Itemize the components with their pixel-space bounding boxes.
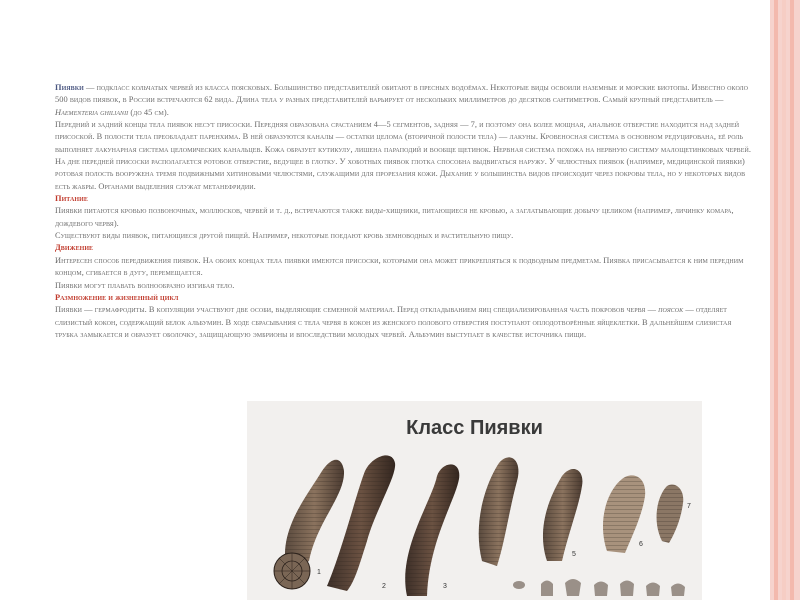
heading-movement: Движение	[55, 243, 94, 253]
label-3: 3	[443, 583, 447, 590]
heading-food: Питание	[55, 194, 88, 204]
leech-5	[543, 469, 582, 561]
leech-4	[479, 457, 519, 566]
leech-illustration	[247, 401, 702, 600]
leech-7	[657, 485, 684, 543]
species-name: Haementeria ghilianii	[55, 107, 129, 117]
border-stripe	[774, 0, 778, 600]
intro-text: — подкласс кольчатых червей из класса поясковых. Большинство представителей обитают в пресных водоёмах. Некоторые виды освоили наземные и морские биотопы. Известно около 500 видов пиявок, в России встречаются 62 вида. Длина тела у разных представителей варьирует от нескольких миллиметров до десятков сантиметров. Самый крупный представитель —	[55, 83, 749, 105]
label-2: 2	[382, 583, 386, 590]
reproduction-text-2: — отделяет слизистый кокон, содержащий белок альбумин. В ходе сбрасывания с тела червя в кокон из женского полового отверстия поступают оплодотворённые яйцеклетки. В дальнейшем слизистая трубка замыкается и образует оболочку, защищающую эмбрионы и впоследствии молодых червей. Альбумин выступает в качестве источника пищи.	[55, 305, 732, 339]
label-1: 1	[317, 569, 321, 576]
border-stripe	[782, 0, 786, 600]
reproduction-text-1: Пиявки — гермафродиты. В копуляции участвуют две особи, выделяющие семенной материал. Перед откладыванием яиц специализированная часть покровов червя —	[55, 305, 656, 315]
intro-paragraph	[55, 82, 755, 119]
label-5: 5	[572, 551, 576, 558]
heading-reproduction: Размножение и жизненный цикл	[55, 292, 179, 302]
figure-title: Класс Пиявки	[406, 417, 543, 439]
movement-paragraph-2: Пиявки могут плавать волнообразно изгибая тело.	[55, 280, 235, 290]
food-paragraph-1: Пиявки питаются кровью позвоночных, моллюсков, червей и т. д., встречаются также виды-хищники, питающиеся не кровью, а заглатывающие добычу целиком (например, личинку комара, дождевого червя).	[55, 206, 734, 228]
label-6: 6	[639, 541, 643, 548]
belt-term: поясок	[658, 305, 684, 315]
reproduction-paragraph	[55, 304, 755, 341]
border-stripe	[790, 0, 794, 600]
movement-paragraph-1: Интересен способ передвижения пиявок. На обоих концах тела пиявки имеются присоски, которыми она может прикрепляться к подводным предметам. Пиявка присасывается к ним передним концом, сгибается в дугу, перемещается.	[55, 255, 744, 278]
leech-3	[405, 464, 459, 596]
anatomy-paragraph: Передний и задний концы тела пиявок несут присоски. Передняя образована срастанием 4—5 сегментов, задняя — 7, и поэтому она более мощная, анальное отверстие находится над задней присоской. В полости тела преобладает паренхима. В ней образуются каналы — остатки целома (вторичной полости тела) — лакуны. Кровеносная система в основном редуцирована, её роль выполняет лакунарная система целомических канальцев. Кожа образует кутикулу, лишена параподий и вообще щетинок. Нервная система похожа на нервную систему малощетинковых червей. На дне передней присоски располагается ротовое отверстие, ведущее в глотку. У хоботных пиявок глотка способна выдвигаться наружу. У челюстных пиявок (например, медицинской пиявки) ротовая полость вооружена тремя подвижными хитиновыми челюстями, служащими для прорезания кожи. Дыхание у большинства видов происходит через покровы тела, но у некоторых видов есть жабры. Органами выделения служат метанефридии.	[55, 120, 751, 191]
intro-end: (до 45 см).	[130, 107, 169, 117]
decorative-border	[770, 0, 800, 600]
food-paragraph-2: Существуют виды пиявок, питающиеся другой пищей. Например, некоторые поедают кровь земноводных и растительную пищу.	[55, 231, 514, 241]
article-text	[55, 82, 755, 341]
leech-drawings	[247, 401, 702, 600]
cocoon-row	[513, 579, 685, 596]
label-7: 7	[687, 503, 691, 510]
term-title: Пиявки	[55, 83, 84, 92]
